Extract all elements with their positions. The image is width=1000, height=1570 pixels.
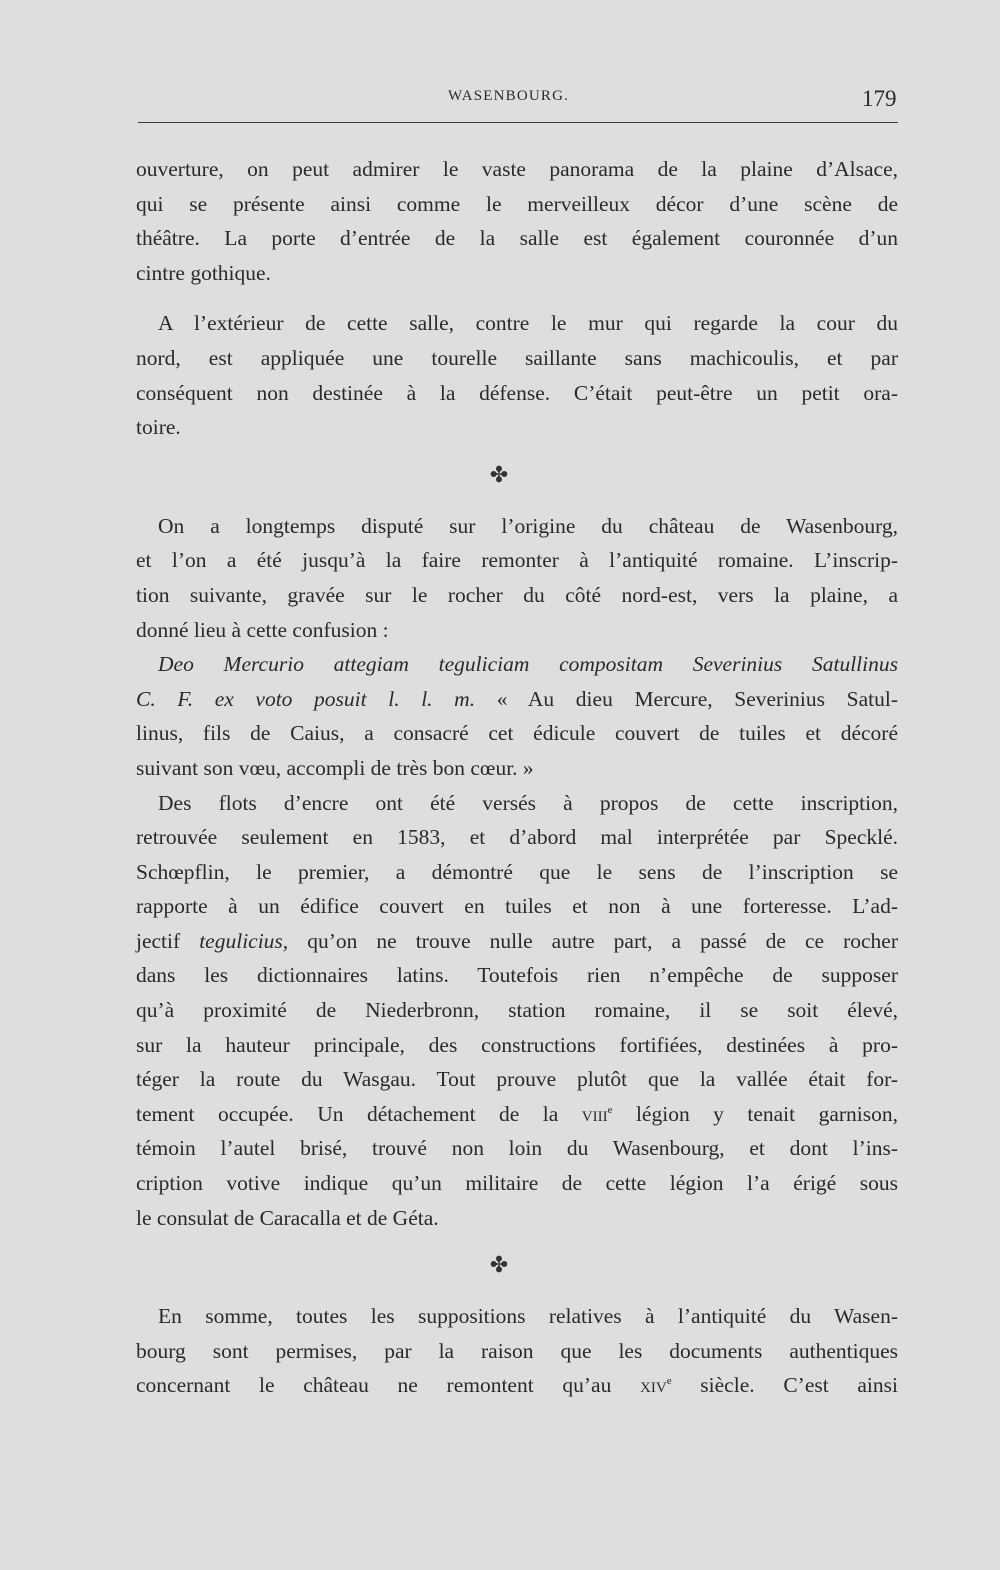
body-text xyxy=(136,152,898,1403)
paragraph-1 xyxy=(136,152,898,290)
latin-word: tegulicius, xyxy=(199,928,289,953)
text-line: retrouvée seulement en 1583, et d’abord mal interprétée par Specklé. xyxy=(136,825,898,850)
text-line: téger la route du Wasgau. Tout prouve plutôt que la vallée était for- xyxy=(136,1067,898,1092)
text-line: le consulat de Caracalla et de Géta. xyxy=(136,1205,439,1230)
paragraph-5 xyxy=(136,786,898,1236)
ordinal-sup: e xyxy=(666,1375,672,1388)
text-segment: tement occupée. Un détachement de la xyxy=(136,1101,582,1126)
text-line: cription votive indique qu’un militaire de cette légion l’a érigé sous xyxy=(136,1171,898,1196)
text-line: nord, est appliquée une tourelle saillante sans machicoulis, et par xyxy=(136,345,898,370)
text-line: suivant son vœu, accompli de très bon cœur. » xyxy=(136,755,534,780)
paragraph-inscription xyxy=(136,647,898,785)
latin-inscription-end: C. F. ex voto posuit l. l. m. xyxy=(136,686,476,711)
text-line: tion suivante, gravée sur le rocher du côté nord-est, vers la plaine, a xyxy=(136,582,898,607)
text-line xyxy=(136,647,898,682)
text-line xyxy=(136,924,898,959)
text-line: et l’on a été jusqu’à la faire remonter à l’antiquité romaine. L’inscrip- xyxy=(136,548,898,573)
ordinal-sup: e xyxy=(607,1103,613,1116)
latin-inscription: Deo Mercurio attegiam teguliciam compositam Severinius Satullinus xyxy=(158,652,898,677)
text-line: Schœpflin, le premier, a démontré que le sens de l’inscription se xyxy=(136,859,898,884)
fleuron-ornament-1 xyxy=(136,445,898,509)
paragraph-6 xyxy=(136,1299,898,1403)
text-segment: jectif xyxy=(136,928,200,953)
text-line: cintre gothique. xyxy=(136,260,271,285)
text-segment: qu’on ne trouve nulle autre part, a passé de ce rocher xyxy=(288,928,898,953)
running-title: WASENBOURG. xyxy=(448,88,570,104)
text-line: qu’à proximité de Niederbronn, station romaine, il se soit élevé, xyxy=(136,998,898,1023)
text-line xyxy=(136,1097,898,1132)
text-line: témoin l’autel brisé, trouvé non loin du Wasenbourg, et dont l’ins- xyxy=(136,1136,898,1161)
page-number: 179 xyxy=(862,86,897,111)
text-line: dans les dictionnaires latins. Toutefois rien n’empêche de supposer xyxy=(136,963,898,988)
text-line: Des flots d’encre ont été versés à propos de cette inscription, xyxy=(158,790,898,815)
text-line: sur la hauteur principale, des constructions fortifiées, destinées à pro- xyxy=(136,1032,898,1057)
text-line: ouverture, on peut admirer le vaste panorama de la plaine d’Alsace, xyxy=(136,157,898,181)
text-segment: concernant le château ne remontent qu’au xyxy=(136,1373,641,1398)
text-line: bourg sont permises, par la raison que les documents authentiques xyxy=(136,1338,898,1363)
running-head xyxy=(0,86,1000,110)
fleuron-ornament-2 xyxy=(136,1235,898,1299)
text-line xyxy=(136,1368,898,1403)
text-line: théâtre. La porte d’entrée de la salle est également couronnée d’un xyxy=(136,226,898,251)
text-line: donné lieu à cette confusion : xyxy=(136,617,389,642)
text-segment: siècle. C’est ainsi xyxy=(671,1373,898,1398)
header-rule xyxy=(138,122,898,123)
text-line: rapporte à un édifice couvert en tuiles et non à une forteresse. L’ad- xyxy=(136,894,898,919)
text-line: qui se présente ainsi comme le merveilleux décor d’une scène de xyxy=(136,191,898,216)
translation-start: « Au dieu Mercure, Severinius Satul- xyxy=(475,686,899,711)
fleuron-icon: ✤ xyxy=(489,461,509,487)
roman-numeral: xiv xyxy=(640,1373,667,1398)
paragraph-3 xyxy=(136,509,898,647)
fleuron-icon: ✤ xyxy=(489,1252,509,1278)
text-line: linus, fils de Caius, a consacré cet édicule couvert de tuiles et décoré xyxy=(136,721,898,746)
text-line: En somme, toutes les suppositions relatives à l’antiquité du Wasen- xyxy=(158,1304,898,1329)
text-line: toire. xyxy=(136,415,181,440)
text-line: A l’extérieur de cette salle, contre le mur qui regarde la cour du xyxy=(158,311,898,336)
roman-numeral: viii xyxy=(581,1101,608,1126)
text-line: conséquent non destinée à la défense. C’était peut-être un petit ora- xyxy=(136,380,898,405)
text-line xyxy=(136,682,898,717)
text-line: On a longtemps disputé sur l’origine du château de Wasenbourg, xyxy=(158,513,898,538)
text-segment: légion y tenait garnison, xyxy=(612,1101,898,1126)
paragraph-2 xyxy=(136,306,898,444)
